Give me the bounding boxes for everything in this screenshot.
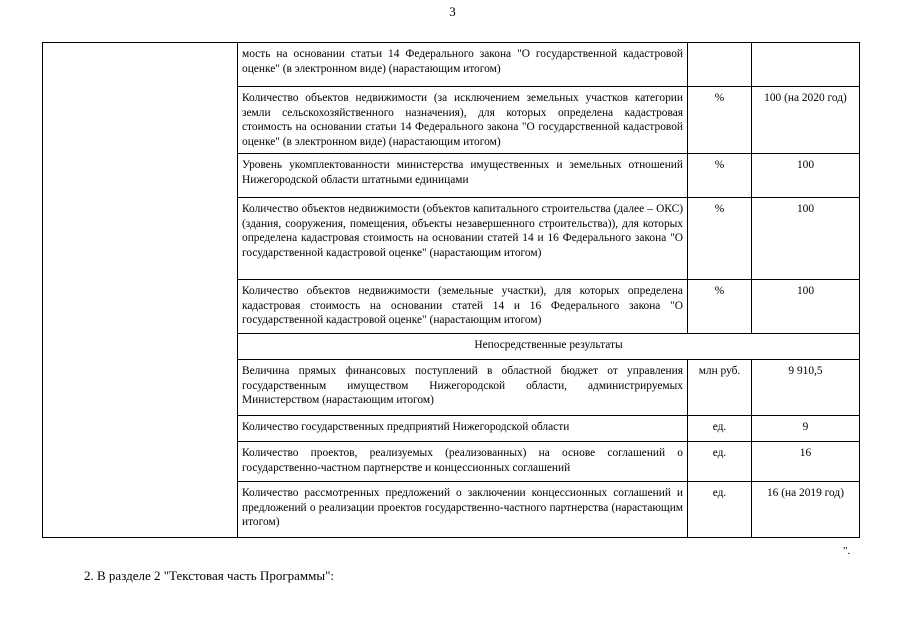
indicator-unit: % [688,87,752,154]
indicator-value: 100 [752,280,860,334]
indicator-value [752,43,860,87]
indicator-unit: % [688,198,752,280]
numbered-paragraph [84,568,334,584]
indicator-text: Количество проектов, реализуемых (реализованных) на основе соглашений о государственно-частном партнерстве и концессионных соглашений [238,442,688,482]
indicator-text: Количество рассмотренных предложений о заключении концессионных соглашений и предложений о реализации проектов государственно-частного партнерства (нарастающим итогом) [238,482,688,538]
section-heading: Непосредственные результаты [238,334,860,360]
blank-left-column [43,43,238,538]
indicator-unit: % [688,280,752,334]
indicator-text: Уровень укомплектованности министерства имущественных и земельных отношений Нижегородской области штатными единицами [238,154,688,198]
table-row [43,43,860,87]
indicator-text: Количество объектов недвижимости (за исключением земельных участков категории земли сельскохозяйственного назначения), для которых определена кадастровая стоимость на основании статьи 14 Федерального закона "О государственной кадастровой оценке" (в электронном виде) (нарастающим итогом) [238,87,688,154]
indicator-text: Величина прямых финансовых поступлений в областной бюджет от управления государственным имуществом Нижегородской области, администрируемых Министерством (нарастающим итогом) [238,360,688,416]
indicator-value: 100 [752,198,860,280]
indicator-unit [688,43,752,87]
page-number: 3 [449,4,456,19]
indicators-table [42,42,860,538]
indicator-text: Количество государственных предприятий Нижегородской области [238,416,688,442]
indicator-value: 9 [752,416,860,442]
indicator-text: Количество объектов недвижимости (объектов капитального строительства (далее – ОКС) (здания, сооружения, помещения, объекты незавершенного строительства)), для которых определена кадастровая стоимость на основании статей 14 и 16 Федерального закона "О государственной кадастровой оценке" (нарастающим итогом) [238,198,688,280]
indicator-value: 100 [752,154,860,198]
indicator-value: 100 (на 2020 год) [752,87,860,154]
indicator-text: Количество объектов недвижимости (земельные участки), для которых определена кадастровая стоимость на основании статей 14 и 16 Федерального закона "О государственной кадастровой оценке" (нарастающим итогом) [238,280,688,334]
indicator-text: мость на основании статьи 14 Федерального закона "О государственной кадастровой оценке" (в электронном виде) (нарастающим итогом) [238,43,688,87]
indicator-unit: ед. [688,416,752,442]
indicator-unit: млн руб. [688,360,752,416]
indicator-value: 16 [752,442,860,482]
indicator-value: 16 (на 2019 год) [752,482,860,538]
indicator-value: 9 910,5 [752,360,860,416]
indicator-unit: ед. [688,482,752,538]
closing-quote: ". [843,545,851,557]
indicator-unit: % [688,154,752,198]
indicator-unit: ед. [688,442,752,482]
paragraph-number: 2. [84,568,94,583]
paragraph-text: В разделе 2 "Текстовая часть Программы": [97,568,335,583]
